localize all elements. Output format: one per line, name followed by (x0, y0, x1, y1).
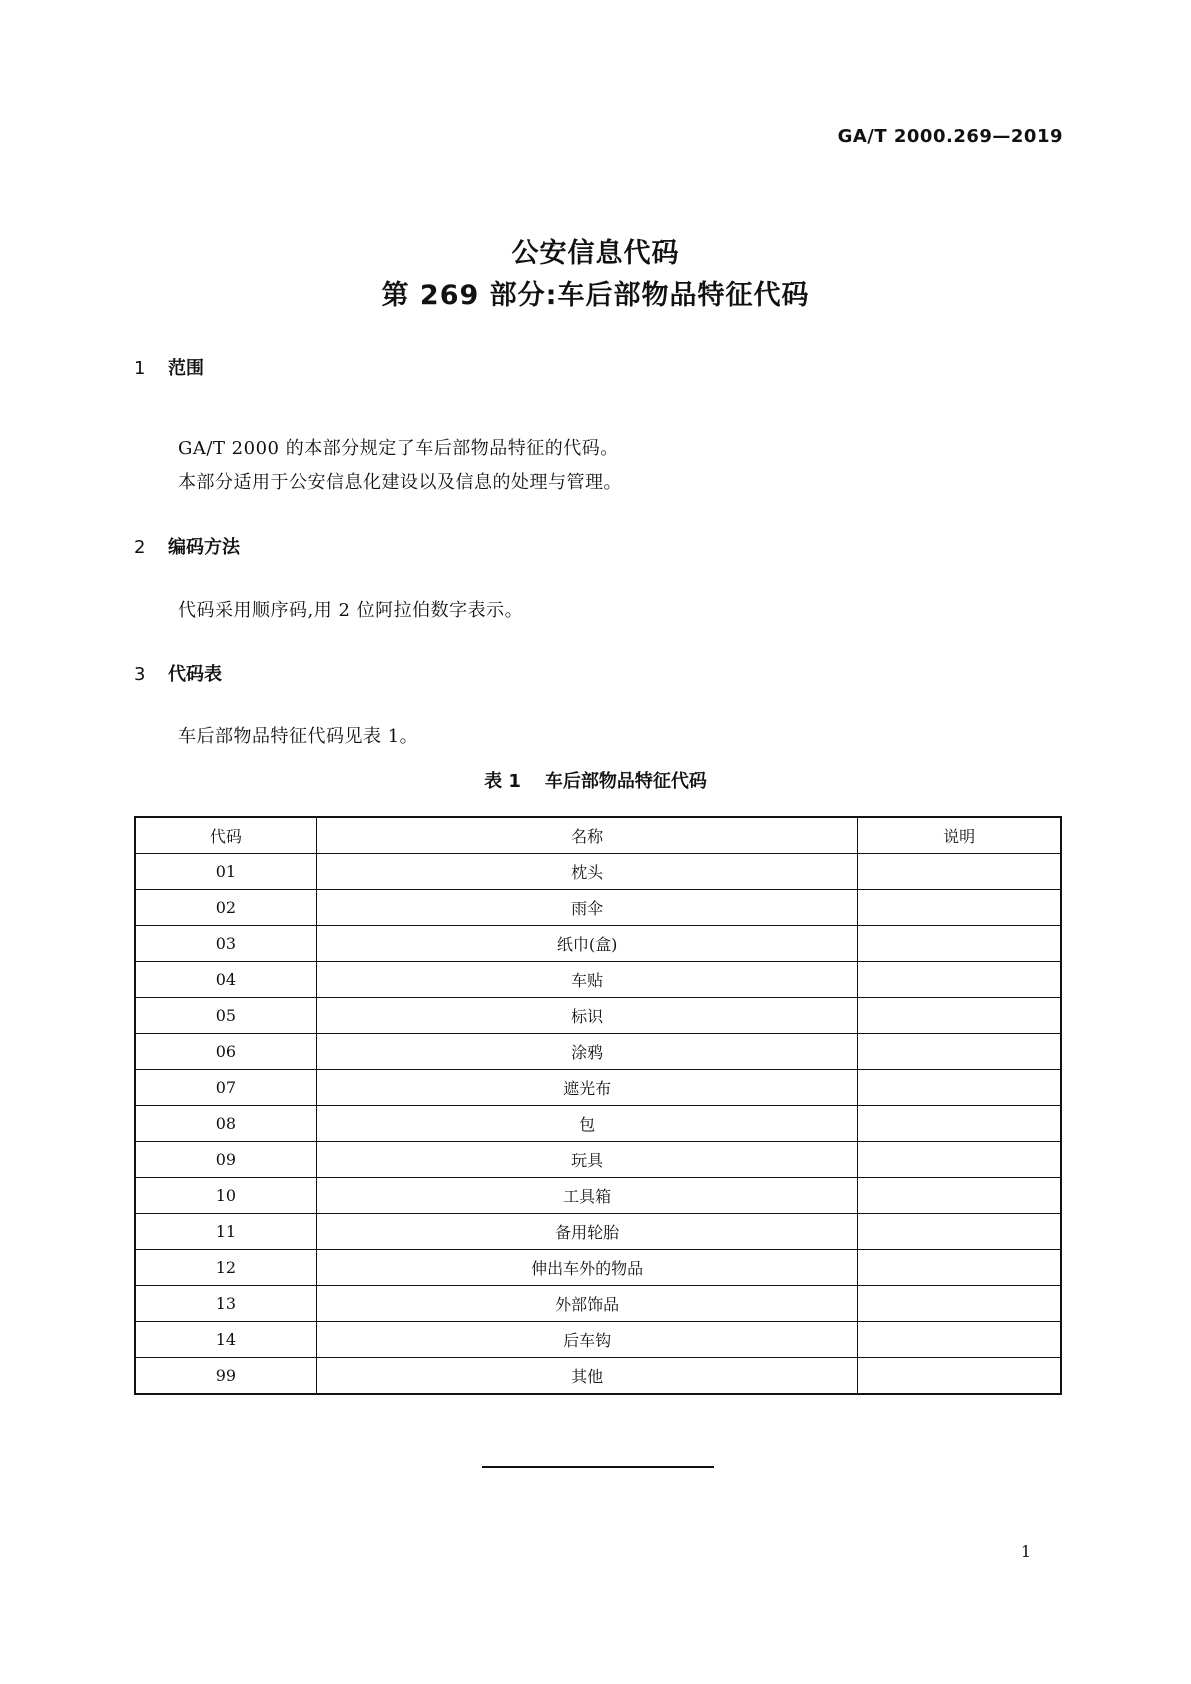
paragraph: 车后部物品特征代码见表 1。 (178, 726, 419, 747)
table-row (135, 1106, 1061, 1142)
section-number: 1 (134, 358, 146, 379)
cell-code: 14 (135, 1322, 316, 1358)
section-heading-coding-method (134, 533, 240, 559)
cell-name: 包 (316, 1106, 857, 1142)
cell-code: 09 (135, 1142, 316, 1178)
table-row (135, 1250, 1061, 1286)
cell-note (858, 890, 1061, 926)
cell-name: 车贴 (316, 962, 857, 998)
section-number: 2 (134, 537, 146, 558)
table-row (135, 1142, 1061, 1178)
document-title-line-2: 第 269 部分:车后部物品特征代码 (381, 280, 810, 311)
paragraph: 本部分适用于公安信息化建设以及信息的处理与管理。 (178, 472, 622, 493)
cell-code: 07 (135, 1070, 316, 1106)
cell-name: 工具箱 (316, 1178, 857, 1214)
section-heading-code-table (134, 660, 222, 686)
cell-note (858, 1214, 1061, 1250)
code-table (134, 816, 1062, 1395)
cell-name: 外部饰品 (316, 1286, 857, 1322)
cell-code: 04 (135, 962, 316, 998)
header-name: 名称 (316, 817, 857, 854)
cell-note (858, 1286, 1061, 1322)
cell-name: 遮光布 (316, 1070, 857, 1106)
cell-code: 02 (135, 890, 316, 926)
section-number: 3 (134, 664, 146, 685)
table-row (135, 962, 1061, 998)
cell-note (858, 1142, 1061, 1178)
paragraph: GA/T 2000 的本部分规定了车后部物品特征的代码。 (178, 438, 619, 459)
table-row (135, 1358, 1061, 1395)
cell-note (858, 926, 1061, 962)
table-row (135, 926, 1061, 962)
cell-note (858, 1250, 1061, 1286)
table-row (135, 1034, 1061, 1070)
cell-code: 11 (135, 1214, 316, 1250)
cell-name: 枕头 (316, 854, 857, 890)
cell-name: 伸出车外的物品 (316, 1250, 857, 1286)
cell-name: 雨伞 (316, 890, 857, 926)
cell-name: 标识 (316, 998, 857, 1034)
cell-code: 12 (135, 1250, 316, 1286)
cell-note (858, 962, 1061, 998)
cell-code: 99 (135, 1358, 316, 1395)
cell-name: 其他 (316, 1358, 857, 1395)
document-number: GA/T 2000.269—2019 (837, 126, 1063, 147)
table-caption-text: 车后部物品特征代码 (544, 771, 707, 792)
document-title-line-1: 公安信息代码 (511, 238, 680, 269)
cell-code: 05 (135, 998, 316, 1034)
cell-note (858, 1070, 1061, 1106)
table-caption-number: 表 1 (484, 771, 521, 792)
header-code: 代码 (135, 817, 316, 854)
header-note: 说明 (858, 817, 1061, 854)
table-header-row (135, 817, 1061, 854)
cell-name: 纸巾(盒) (316, 926, 857, 962)
table-row (135, 1178, 1061, 1214)
section-title: 范围 (168, 358, 204, 379)
cell-note (858, 1358, 1061, 1395)
section-title: 代码表 (168, 664, 222, 685)
cell-name: 玩具 (316, 1142, 857, 1178)
table-row (135, 1286, 1061, 1322)
cell-note (858, 998, 1061, 1034)
end-of-document-line (482, 1466, 714, 1468)
cell-note (858, 1034, 1061, 1070)
table-row (135, 854, 1061, 890)
paragraph: 代码采用顺序码,用 2 位阿拉伯数字表示。 (178, 600, 524, 621)
cell-note (858, 1322, 1061, 1358)
cell-note (858, 1106, 1061, 1142)
section-heading-scope (134, 354, 204, 380)
table-row (135, 998, 1061, 1034)
cell-note (858, 1178, 1061, 1214)
table-caption (0, 767, 1191, 793)
cell-code: 01 (135, 854, 316, 890)
cell-code: 03 (135, 926, 316, 962)
cell-code: 06 (135, 1034, 316, 1070)
page-number: 1 (1020, 1542, 1031, 1561)
cell-code: 10 (135, 1178, 316, 1214)
table-row (135, 1214, 1061, 1250)
table-row (135, 1070, 1061, 1106)
cell-name: 涂鸦 (316, 1034, 857, 1070)
cell-code: 08 (135, 1106, 316, 1142)
cell-note (858, 854, 1061, 890)
cell-name: 后车钩 (316, 1322, 857, 1358)
table-row (135, 890, 1061, 926)
cell-code: 13 (135, 1286, 316, 1322)
cell-name: 备用轮胎 (316, 1214, 857, 1250)
section-title: 编码方法 (168, 537, 240, 558)
table-row (135, 1322, 1061, 1358)
